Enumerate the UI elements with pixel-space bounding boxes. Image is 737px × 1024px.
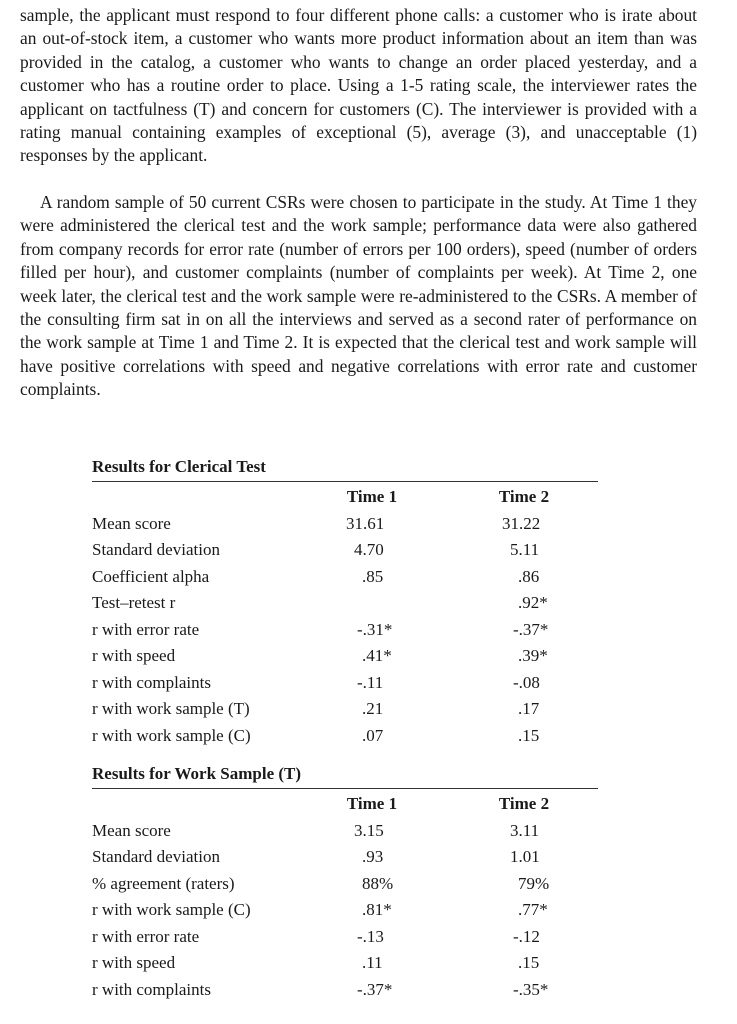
time-1-value: .21 — [362, 699, 384, 718]
time-2-value: -.37* — [513, 620, 549, 639]
body-paragraph-1: sample, the applicant must respond to four different phone calls: a customer who is irate about an out-of-stock item, a customer who wants more product information about an item than was provided in the catalog, a customer who wants to change an order placed yesterday, and a customer who has a routine order to place. Using a 1-5 rating scale, the interviewer rates the applicant on tactfulness (T) and concern for customers (C). The interviewer is provided with a rating manual containing examples of exceptional (5), average (3), and unacceptable (1) responses by the applicant. — [20, 5, 697, 166]
table-row — [92, 847, 598, 873]
row-label: r with work sample (T) — [92, 699, 250, 718]
table-row — [92, 593, 598, 619]
time-1-value: -.31* — [357, 620, 393, 639]
column-header-time-1: Time 1 — [346, 794, 398, 813]
time-2-value: 31.22 — [502, 514, 541, 533]
time-2-value: 5.11 — [510, 540, 540, 559]
time-2-value: -.08 — [513, 673, 540, 692]
time-2-value: 3.11 — [510, 821, 540, 840]
table-row — [92, 567, 598, 593]
time-2-value: .15 — [518, 726, 540, 745]
table-title: Results for Clerical Test — [92, 457, 266, 476]
time-1-value: .85 — [362, 567, 384, 586]
table-rule — [92, 481, 598, 482]
time-1-value: .41* — [362, 646, 392, 665]
table-row — [92, 953, 598, 979]
time-1-value: -.37* — [357, 980, 393, 999]
column-header-time-2: Time 2 — [498, 794, 550, 813]
time-2-value: -.35* — [513, 980, 549, 999]
row-label: r with work sample (C) — [92, 726, 251, 745]
row-label: r with speed — [92, 646, 176, 665]
time-1-value: 88% — [362, 874, 394, 893]
row-label: r with speed — [92, 953, 176, 972]
table-row — [92, 927, 598, 953]
row-label: Mean score — [92, 514, 171, 533]
table-row — [92, 726, 598, 752]
time-2-value: 1.01 — [510, 847, 540, 866]
time-1-value: -.11 — [357, 673, 384, 692]
time-1-value: -.13 — [357, 927, 384, 946]
row-label: r with work sample (C) — [92, 900, 251, 919]
row-label: r with complaints — [92, 980, 211, 999]
column-header-time-1: Time 1 — [346, 487, 398, 506]
table-title: Results for Work Sample (T) — [92, 764, 302, 783]
time-1-value: .81* — [362, 900, 392, 919]
row-label: Standard deviation — [92, 540, 220, 559]
row-label: Coefficient alpha — [92, 567, 210, 586]
time-1-value: 3.15 — [354, 821, 384, 840]
table-row — [92, 980, 598, 1006]
row-label: r with error rate — [92, 927, 200, 946]
body-paragraph-2: A random sample of 50 current CSRs were chosen to participate in the study. At Time 1 they were administered the clerical test and the work sample; performance data were also gathered from company records for error rate (number of errors per 100 orders), speed (number of orders filled per hour), and customer complaints (number of complaints per week). At Time 2, one week later, the clerical test and the work sample were re-administered to the CSRs. A member of the consulting firm sat in on all the interviews and served as a second rater of performance on the work sample at Time 1 and Time 2. It is expected that the clerical test and work sample will have positive correlations with speed and negative correlations with error rate and customer complaints. — [20, 192, 697, 400]
table-row — [92, 673, 598, 699]
time-2-value: .39* — [518, 646, 548, 665]
table-rule — [92, 788, 598, 789]
time-2-value: .86 — [518, 567, 540, 586]
time-1-value: 4.70 — [354, 540, 384, 559]
row-label: Standard deviation — [92, 847, 220, 866]
time-2-value: .17 — [518, 699, 540, 718]
row-label: Mean score — [92, 821, 171, 840]
time-2-value: 79% — [518, 874, 550, 893]
table-row — [92, 646, 598, 672]
table-row — [92, 874, 598, 900]
row-label: % agreement (raters) — [92, 874, 235, 893]
time-2-value: -.12 — [513, 927, 540, 946]
table-row — [92, 821, 598, 847]
time-1-value: 31.61 — [346, 514, 385, 533]
table-row — [92, 699, 598, 725]
time-1-value: .11 — [362, 953, 383, 972]
row-label: r with complaints — [92, 673, 211, 692]
row-label: Test–retest r — [92, 593, 176, 612]
time-2-value: .92* — [518, 593, 548, 612]
time-2-value: .77* — [518, 900, 548, 919]
table-row — [92, 540, 598, 566]
time-1-value: .07 — [362, 726, 384, 745]
column-header-time-2: Time 2 — [498, 487, 550, 506]
row-label: r with error rate — [92, 620, 200, 639]
table-row — [92, 514, 598, 540]
time-1-value: .93 — [362, 847, 384, 866]
table-row — [92, 900, 598, 926]
table-row — [92, 620, 598, 646]
time-2-value: .15 — [518, 953, 540, 972]
